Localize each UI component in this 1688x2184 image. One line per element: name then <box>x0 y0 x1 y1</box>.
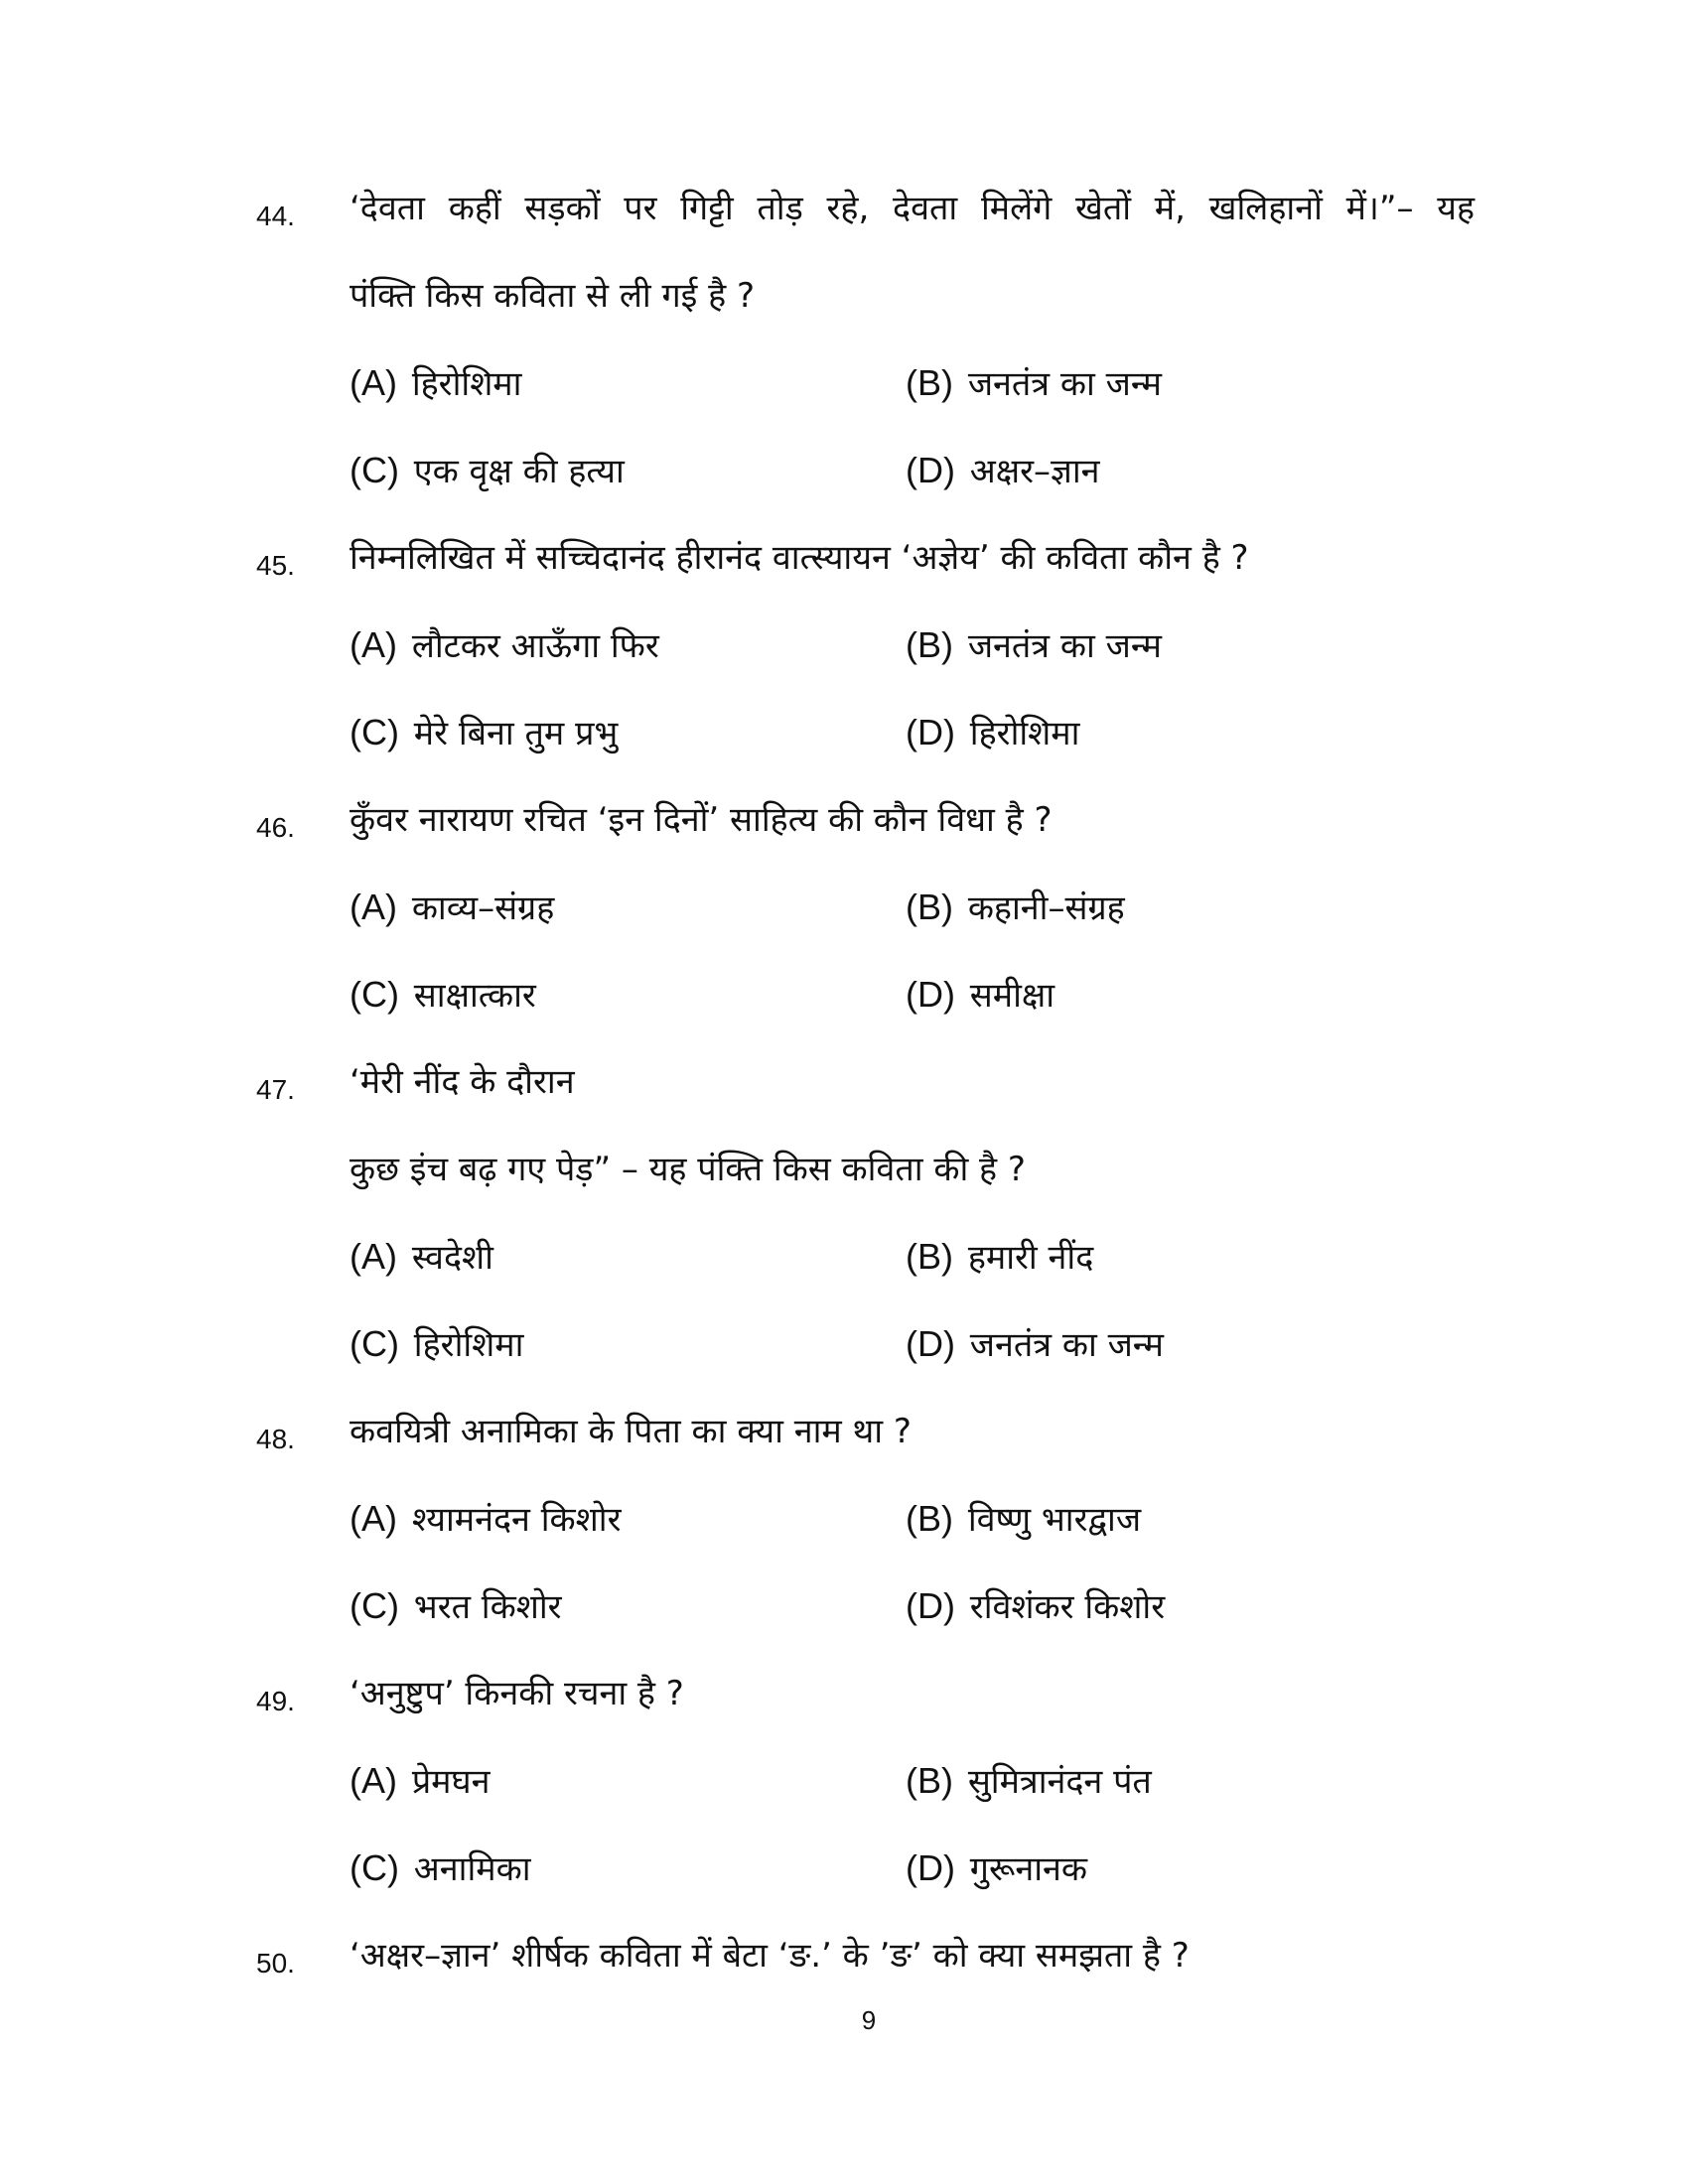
question-text: कुछ इंच बढ़ गए पेड़” – यह पंक्ति किस कविता की है ? <box>350 1150 1026 1189</box>
option-label: (C) <box>350 1323 399 1364</box>
option-a[interactable] <box>350 1751 886 1811</box>
option-label: (C) <box>350 1585 399 1626</box>
option-label: (A) <box>350 887 397 927</box>
page-number: 9 <box>861 2005 877 2035</box>
question-text: कवयित्री अनामिका के पिता का क्या नाम था ? <box>350 1412 912 1451</box>
option-text: स्वदेशी <box>411 1238 493 1278</box>
option-text: साक्षात्कार <box>413 976 536 1016</box>
option-label: (A) <box>350 1236 397 1277</box>
option-text: एक वृक्ष की हत्या <box>413 452 625 491</box>
option-c[interactable] <box>350 1576 886 1636</box>
question-number: 46. <box>256 812 295 843</box>
option-a[interactable] <box>350 878 886 937</box>
option-d[interactable] <box>906 1576 1442 1636</box>
option-d[interactable] <box>906 703 1442 762</box>
option-text: जनतंत्र का जन्म <box>969 1325 1164 1365</box>
option-label: (D) <box>906 1585 955 1626</box>
option-label: (A) <box>350 362 397 403</box>
option-text: हिरोशिमा <box>413 1325 524 1365</box>
option-label: (A) <box>350 1760 397 1801</box>
option-d[interactable] <box>906 1314 1442 1374</box>
option-c[interactable] <box>350 965 886 1024</box>
option-label: (B) <box>906 1760 953 1801</box>
option-d[interactable] <box>906 441 1442 500</box>
option-d[interactable] <box>906 1839 1442 1898</box>
option-b[interactable] <box>906 1489 1442 1549</box>
option-text: गुरूनानक <box>969 1849 1088 1889</box>
option-text: रविशंकर किशोर <box>969 1587 1166 1627</box>
question-text: ‘अनुष्टुप’ किनकी रचना है ? <box>350 1674 684 1713</box>
option-b[interactable] <box>906 878 1442 937</box>
option-label: (C) <box>350 450 399 490</box>
option-c[interactable] <box>350 441 886 500</box>
option-label: (C) <box>350 974 399 1015</box>
question-text: ‘देवता कहीं सड़कों पर गिट्टी तोड़ रहे, देवता मिलेंगे खेतों में, खलिहानों में।”– यह <box>350 189 1475 228</box>
option-text: मेरे बिना तुम प्रभु <box>413 714 619 753</box>
option-label: (B) <box>906 1498 953 1539</box>
option-a[interactable] <box>350 353 886 413</box>
option-label: (D) <box>906 1847 955 1888</box>
question-text: ‘मेरी नींद के दौरान <box>350 1062 575 1102</box>
option-label: (A) <box>350 624 397 665</box>
question-number: 44. <box>256 201 295 231</box>
question-number: 50. <box>256 1948 295 1979</box>
question-text: पंक्ति किस कविता से ली गई है ? <box>350 276 756 316</box>
option-text: हिरोशिमा <box>411 364 522 404</box>
option-text: सुमित्रानंदन पंत <box>967 1762 1152 1802</box>
question-number: 47. <box>256 1074 295 1105</box>
option-d[interactable] <box>906 965 1442 1024</box>
option-label: (D) <box>906 974 955 1015</box>
option-text: अनामिका <box>413 1849 531 1889</box>
option-label: (D) <box>906 712 955 752</box>
option-text: हमारी नींद <box>967 1238 1094 1278</box>
option-label: (C) <box>350 1847 399 1888</box>
question-text: ‘अक्षर–ज्ञान’ शीर्षक कविता में बेटा ‘ङ.’ के ’ङ’ को क्या समझता है ? <box>350 1936 1190 1976</box>
option-b[interactable] <box>906 1227 1442 1287</box>
option-label: (D) <box>906 450 955 490</box>
option-text: हिरोशिमा <box>969 714 1080 753</box>
option-text: कहानी–संग्रह <box>967 888 1125 928</box>
option-text: भरत किशोर <box>413 1587 562 1627</box>
question-number: 48. <box>256 1424 295 1454</box>
option-label: (D) <box>906 1323 955 1364</box>
option-b[interactable] <box>906 615 1442 675</box>
option-a[interactable] <box>350 1227 886 1287</box>
option-text: अक्षर–ज्ञान <box>969 452 1100 491</box>
option-c[interactable] <box>350 1314 886 1374</box>
option-c[interactable] <box>350 703 886 762</box>
option-b[interactable] <box>906 353 1442 413</box>
option-text: जनतंत्र का जन्म <box>967 626 1162 666</box>
question-number: 49. <box>256 1686 295 1716</box>
option-label: (C) <box>350 712 399 752</box>
option-text: लौटकर आऊँगा फिर <box>411 626 659 666</box>
option-text: काव्य–संग्रह <box>411 888 555 928</box>
option-text: विष्णु भारद्वाज <box>967 1500 1142 1540</box>
option-a[interactable] <box>350 615 886 675</box>
option-label: (A) <box>350 1498 397 1539</box>
option-label: (B) <box>906 362 953 403</box>
question-text: निम्नलिखित में सच्चिदानंद हीरानंद वात्स्यायन ‘अज्ञेय’ की कविता कौन है ? <box>350 538 1249 578</box>
option-text: जनतंत्र का जन्म <box>967 364 1162 404</box>
question-text: कुँवर नारायण रचित ‘इन दिनों’ साहित्य की कौन विधा है ? <box>350 800 1053 840</box>
option-c[interactable] <box>350 1839 886 1898</box>
option-label: (B) <box>906 887 953 927</box>
option-text: श्यामनंदन किशोर <box>411 1500 622 1540</box>
option-label: (B) <box>906 1236 953 1277</box>
option-a[interactable] <box>350 1489 886 1549</box>
option-b[interactable] <box>906 1751 1442 1811</box>
question-number: 45. <box>256 550 295 581</box>
option-text: प्रेमघन <box>411 1762 491 1802</box>
option-label: (B) <box>906 624 953 665</box>
option-text: समीक्षा <box>969 976 1055 1016</box>
